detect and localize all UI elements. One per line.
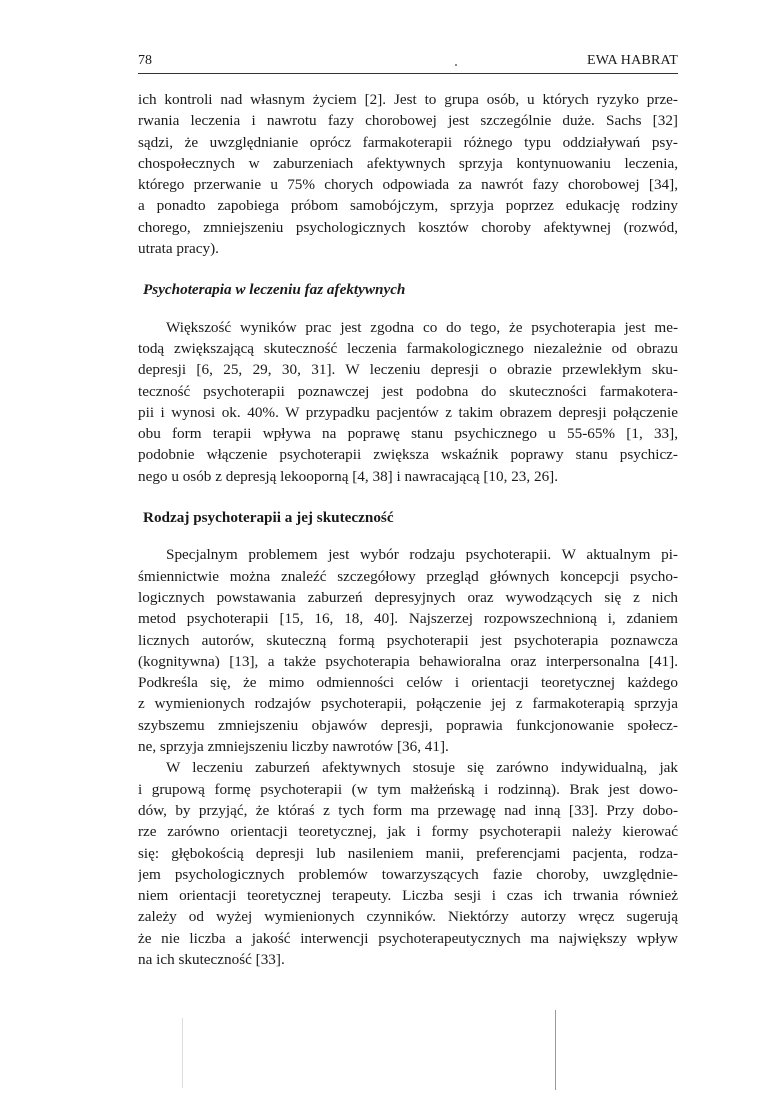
text-line: logicznych powstawania zaburzeń depresyjnych oraz wywodzących się z nich xyxy=(138,588,678,606)
paragraph-3 xyxy=(138,544,678,757)
scan-artifact-line xyxy=(182,1018,183,1088)
text-line: nego u osób z depresją lekooporną [4, 38] i nawracającą [10, 23, 26]. xyxy=(138,467,559,485)
text-line: zależy od wyżej wymienionych czynników. Niektórzy autorzy wręcz sugerują xyxy=(138,908,678,926)
text-line: Większość wyników prac jest zgodna co do tego, że psychoterapia jest me- xyxy=(166,318,678,336)
paragraph-1 xyxy=(138,89,678,259)
text-line: jem psychologicznych problemów towarzyszących fazie choroby, uwzględnie- xyxy=(138,865,678,883)
page-body xyxy=(138,89,678,970)
text-line: ne, sprzyja zmniejszeniu liczby nawrotów [36, 41]. xyxy=(138,738,449,756)
text-line: którego przerwanie u 75% chorych odpowiada za nawrót fazy chorobowej [34], xyxy=(138,176,678,194)
running-head: EWA HABRAT xyxy=(586,53,678,68)
text-line: licznych autorów, skuteczną formą psychoterapii jest psychoterapia poznawcza xyxy=(138,631,678,649)
header-rule xyxy=(138,73,678,74)
text-line: teczność psychoterapii poznawczej jest podobna do skuteczności farmakotera- xyxy=(138,382,678,400)
section-heading: Psychoterapia w leczeniu faz afektywnych xyxy=(143,281,406,299)
text-line: z wymienionych rodzajów psychoterapii, połączenie jej z farmakoterapią sprzyja xyxy=(138,695,678,713)
text-line: chospołecznych w zaburzeniach afektywnych sprzyja kontynuowaniu leczenia, xyxy=(138,154,678,172)
text-line: metod psychoterapii [15, 16, 18, 40]. Najszerzej rozpowszechnioną i, zdaniem xyxy=(138,610,678,628)
scan-artifact-line xyxy=(555,1010,556,1090)
text-line: depresji [6, 25, 29, 30, 31]. W leczeniu depresji o obrazie przewlekłym sku- xyxy=(138,361,678,379)
text-line: dów, by przyjąć, że któraś z tych form ma przewagę nad inną [33]. Przy dobo- xyxy=(138,801,678,819)
text-line: podobnie włączenie psychoterapii zwiększa wskaźnik poprawy stanu psychicz- xyxy=(138,446,678,464)
text-line: Podkreśla się, że mimo odmienności celów i orientacji teoretycznej każdego xyxy=(138,674,678,692)
text-line: się: głębokością depresji lub nasileniem manii, preferencjami pacjenta, rodza- xyxy=(138,844,678,862)
text-line: Specjalnym problemem jest wybór rodzaju psychoterapii. W aktualnym pi- xyxy=(166,546,678,564)
text-line: todą zwiększającą skuteczność leczenia farmakologicznego niezależnie od obrazu xyxy=(138,339,678,357)
paragraph-2 xyxy=(138,317,678,487)
text-line: sądzi, że uwzględnianie oprócz farmakoterapii różnego typu oddziaływań psy- xyxy=(138,133,678,151)
scan-speck xyxy=(455,64,457,66)
text-line: rze zarówno orientacji teoretycznej, jak i formy psychoterapii należy kierować xyxy=(138,823,678,841)
paragraph-4 xyxy=(138,757,678,970)
text-line: a ponadto zapobiega próbom samobójczym, sprzyja poprzez edukację rodziny xyxy=(138,197,678,215)
section-heading: Rodzaj psychoterapii a jej skuteczność xyxy=(143,509,394,527)
text-line: i grupową formę psychoterapii (w tym małżeńską i rodzinną). Brak jest dowo- xyxy=(138,780,678,798)
text-line: pii i wynosi ok. 40%. W przypadku pacjentów z takim obrazem depresji połączenie xyxy=(138,403,678,421)
text-line: śmiennictwie można znaleźć szczegółowy przegląd głównych koncepcji psycho- xyxy=(138,567,678,585)
text-line: że nie liczba a jakość interwencji psychoterapeutycznych ma największy wpływ xyxy=(138,929,678,947)
text-line: chorego, zmniejszeniu psychologicznych kosztów choroby afektywnej (rozwód, xyxy=(138,218,678,236)
text-line: rwania leczenia i nawrotu fazy chorobowej jest szczególnie duże. Sachs [32] xyxy=(138,112,678,130)
text-line: na ich skuteczność [33]. xyxy=(138,950,285,968)
text-line: obu form terapii wpływa na poprawę stanu psychicznego u 55-65% [1, 33], xyxy=(138,425,678,443)
text-line: szybszemu zmniejszeniu objawów depresji, poprawia funkcjonowanie społecz- xyxy=(138,716,678,734)
text-line: (kognitywna) [13], a także psychoterapia behawioralna oraz interpersonalna [41]. xyxy=(138,652,678,670)
page-header xyxy=(138,53,678,71)
page-number: 78 xyxy=(138,53,152,68)
text-line: utrata pracy). xyxy=(138,240,219,258)
text-line: ich kontroli nad własnym życiem [2]. Jest to grupa osób, u których ryzyko prze- xyxy=(138,91,678,108)
text-line: niem orientacji teoretycznej terapeuty. Liczba sesji i czas ich trwania również xyxy=(138,887,678,905)
text-line: W leczeniu zaburzeń afektywnych stosuje się zarówno indywidualną, jak xyxy=(166,759,678,777)
